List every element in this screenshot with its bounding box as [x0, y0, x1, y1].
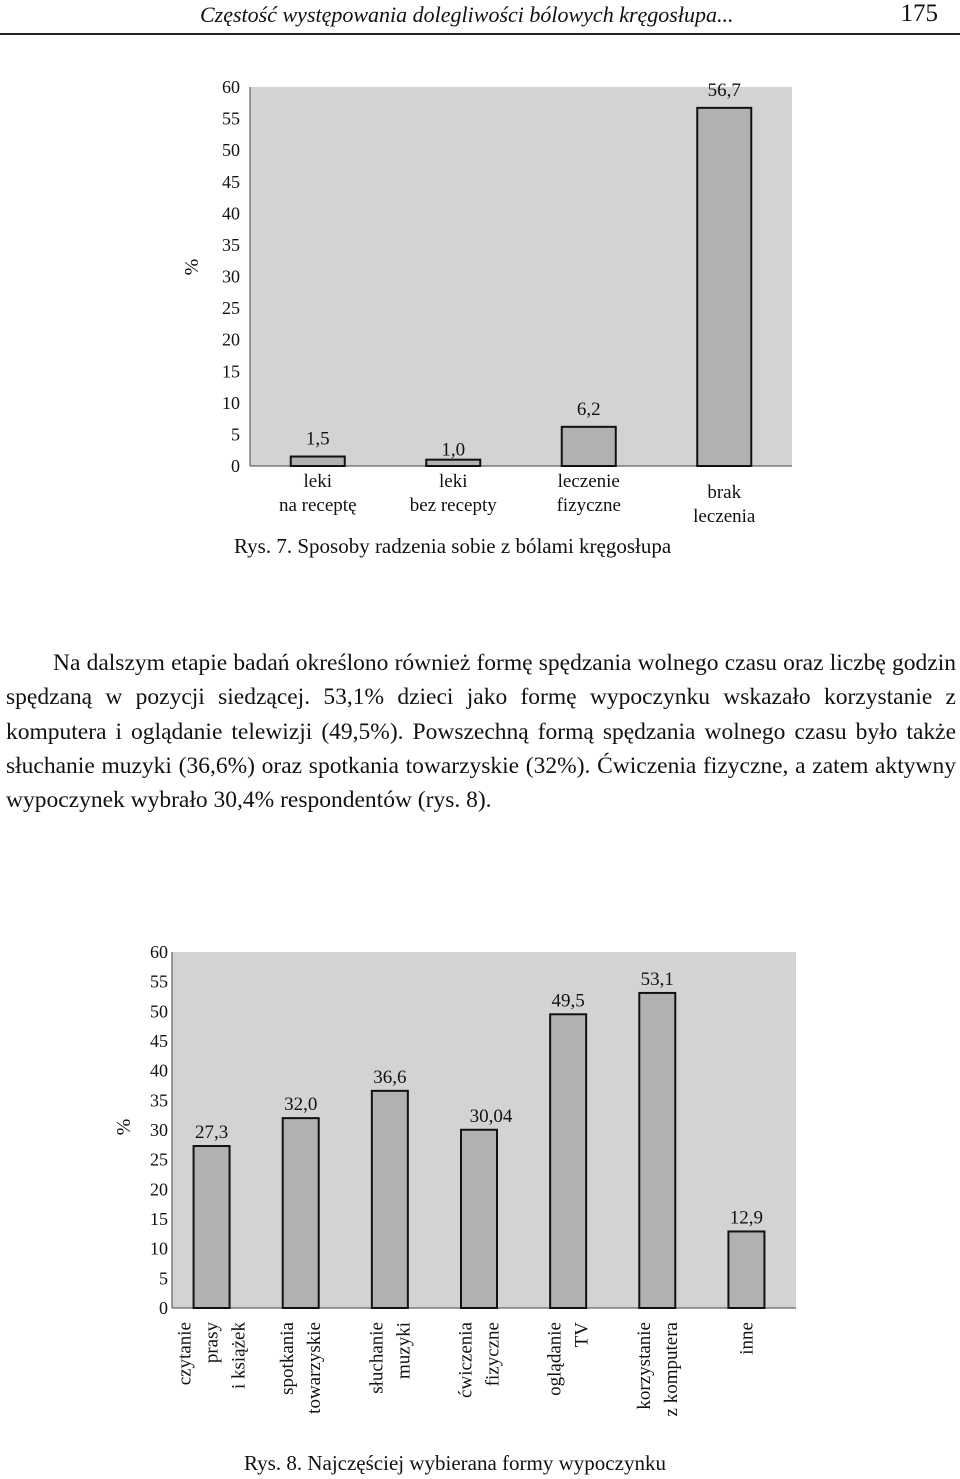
- fig8-y-tick-label: 30: [150, 1120, 168, 1140]
- fig8-y-tick-label: 40: [150, 1060, 168, 1081]
- fig8-bar: [283, 1118, 319, 1308]
- fig8-y-tick-label: 20: [150, 1179, 168, 1200]
- fig8-category-label: i książek: [228, 1322, 250, 1390]
- fig8-bar: [194, 1146, 230, 1308]
- fig7-category-label: leczenie: [557, 471, 620, 492]
- fig8-bar: [550, 1014, 586, 1308]
- fig8-category-label: korzystanie: [633, 1322, 655, 1410]
- fig7-y-tick-label: 5: [231, 424, 240, 445]
- fig8-y-tick-label: 35: [150, 1090, 168, 1111]
- running-title: Częstość występowania dolegliwości bólowych kręgosłupa...: [200, 2, 734, 27]
- fig8-category-label: spotkania: [277, 1322, 299, 1395]
- fig8-category-label: ćwiczenia: [455, 1322, 477, 1398]
- fig8-category-label: towarzyskie: [304, 1322, 326, 1414]
- fig7-y-tick-label: 35: [222, 234, 240, 255]
- fig8-data-label: 27,3: [194, 1122, 229, 1144]
- fig8-data-label: 32,0: [284, 1094, 318, 1116]
- fig7-category-label: bez recepty: [409, 495, 497, 516]
- fig8-data-label: 30,04: [469, 1105, 513, 1127]
- fig7-y-tick-label: 50: [222, 140, 240, 161]
- fig8-category-label: muzyki: [393, 1322, 415, 1379]
- page-number: 175: [900, 0, 938, 27]
- fig7-category-label: brak: [707, 482, 742, 503]
- fig7-data-label: 56,7: [707, 79, 741, 101]
- fig7-data-label: 1,0: [441, 439, 466, 461]
- fig8-y-axis-label: %: [113, 1118, 135, 1136]
- fig8-data-label: 49,5: [551, 990, 585, 1012]
- fig8-y-tick-label: 10: [150, 1238, 168, 1259]
- fig8-y-tick-label: 60: [150, 942, 168, 962]
- fig8-category-label: prasy: [201, 1322, 223, 1364]
- fig8-bar: [639, 993, 675, 1308]
- fig8-data-label: 36,6: [373, 1066, 407, 1088]
- fig7-category-label: leki: [439, 471, 468, 492]
- fig7-y-tick-label: 55: [222, 108, 240, 129]
- fig8-category-label: słuchanie: [366, 1322, 388, 1394]
- fig7-y-tick-label: 30: [222, 266, 240, 287]
- fig8-category-label: inne: [736, 1322, 758, 1355]
- fig8-bar: [461, 1130, 497, 1308]
- fig8-category-label: TV: [571, 1322, 593, 1348]
- fig8-y-tick-label: 45: [150, 1031, 168, 1051]
- fig8-y-tick-label: 15: [150, 1209, 168, 1229]
- fig7-data-label: 1,5: [305, 428, 330, 450]
- fig7-category-label: leczenia: [693, 506, 756, 527]
- fig8-data-label: 53,1: [640, 968, 674, 990]
- figure-8-caption: Rys. 8. Najczęściej wybierana formy wypoczynku: [244, 1451, 666, 1475]
- fig7-y-tick-label: 10: [222, 392, 240, 413]
- fig8-category-label: fizyczne: [482, 1322, 504, 1387]
- fig8-bar: [728, 1231, 764, 1308]
- fig7-data-label: 6,2: [576, 398, 601, 420]
- fig8-bar: [372, 1091, 408, 1308]
- fig8-category-label: oglądanie: [544, 1322, 566, 1396]
- paragraph-text: Na dalszym etapie badań określono również formę spędzania wolnego czasu oraz liczbę godzin spędzaną w pozycji siedzącej. 53,1% dzieci jako formę wypoczynku wskazało korzystanie z komputera i oglądanie telewizji (49,5%). Powszechną formą spędzania wolnego czasu było także słuchanie muzyki (36,6%) oraz spotkania towarzyskie (32%). Ćwiczenia fizyczne, a zatem aktywny wypoczynek wybrało 30,4% respondentów (rys. 8).: [6, 650, 956, 814]
- fig8-category-label: czytanie: [174, 1322, 196, 1386]
- fig8-y-tick-label: 5: [159, 1268, 168, 1289]
- fig7-y-tick-label: 25: [222, 298, 240, 319]
- fig7-y-tick-label: 40: [222, 203, 240, 224]
- fig7-category-label: fizyczne: [556, 495, 621, 516]
- fig7-y-tick-label: 0: [231, 456, 240, 476]
- fig8-y-tick-label: 0: [159, 1298, 168, 1318]
- fig7-y-axis-label: %: [181, 258, 203, 276]
- fig7-category-label: leki: [303, 471, 332, 492]
- fig8-category-label: z komputera: [660, 1322, 682, 1417]
- fig8-y-tick-label: 50: [150, 1001, 168, 1022]
- figure-7-caption: Rys. 7. Sposoby radzenia sobie z bólami kręgosłupa: [234, 534, 672, 558]
- fig8-y-tick-label: 55: [150, 971, 168, 992]
- fig8-y-tick-label: 25: [150, 1149, 168, 1170]
- fig7-category-label: na receptę: [278, 495, 357, 516]
- fig7-y-tick-label: 45: [222, 171, 240, 192]
- fig7-y-tick-label: 60: [222, 77, 240, 97]
- fig7-y-tick-label: 15: [222, 361, 240, 382]
- fig8-data-label: 12,9: [729, 1207, 764, 1229]
- fig7-y-tick-label: 20: [222, 329, 240, 350]
